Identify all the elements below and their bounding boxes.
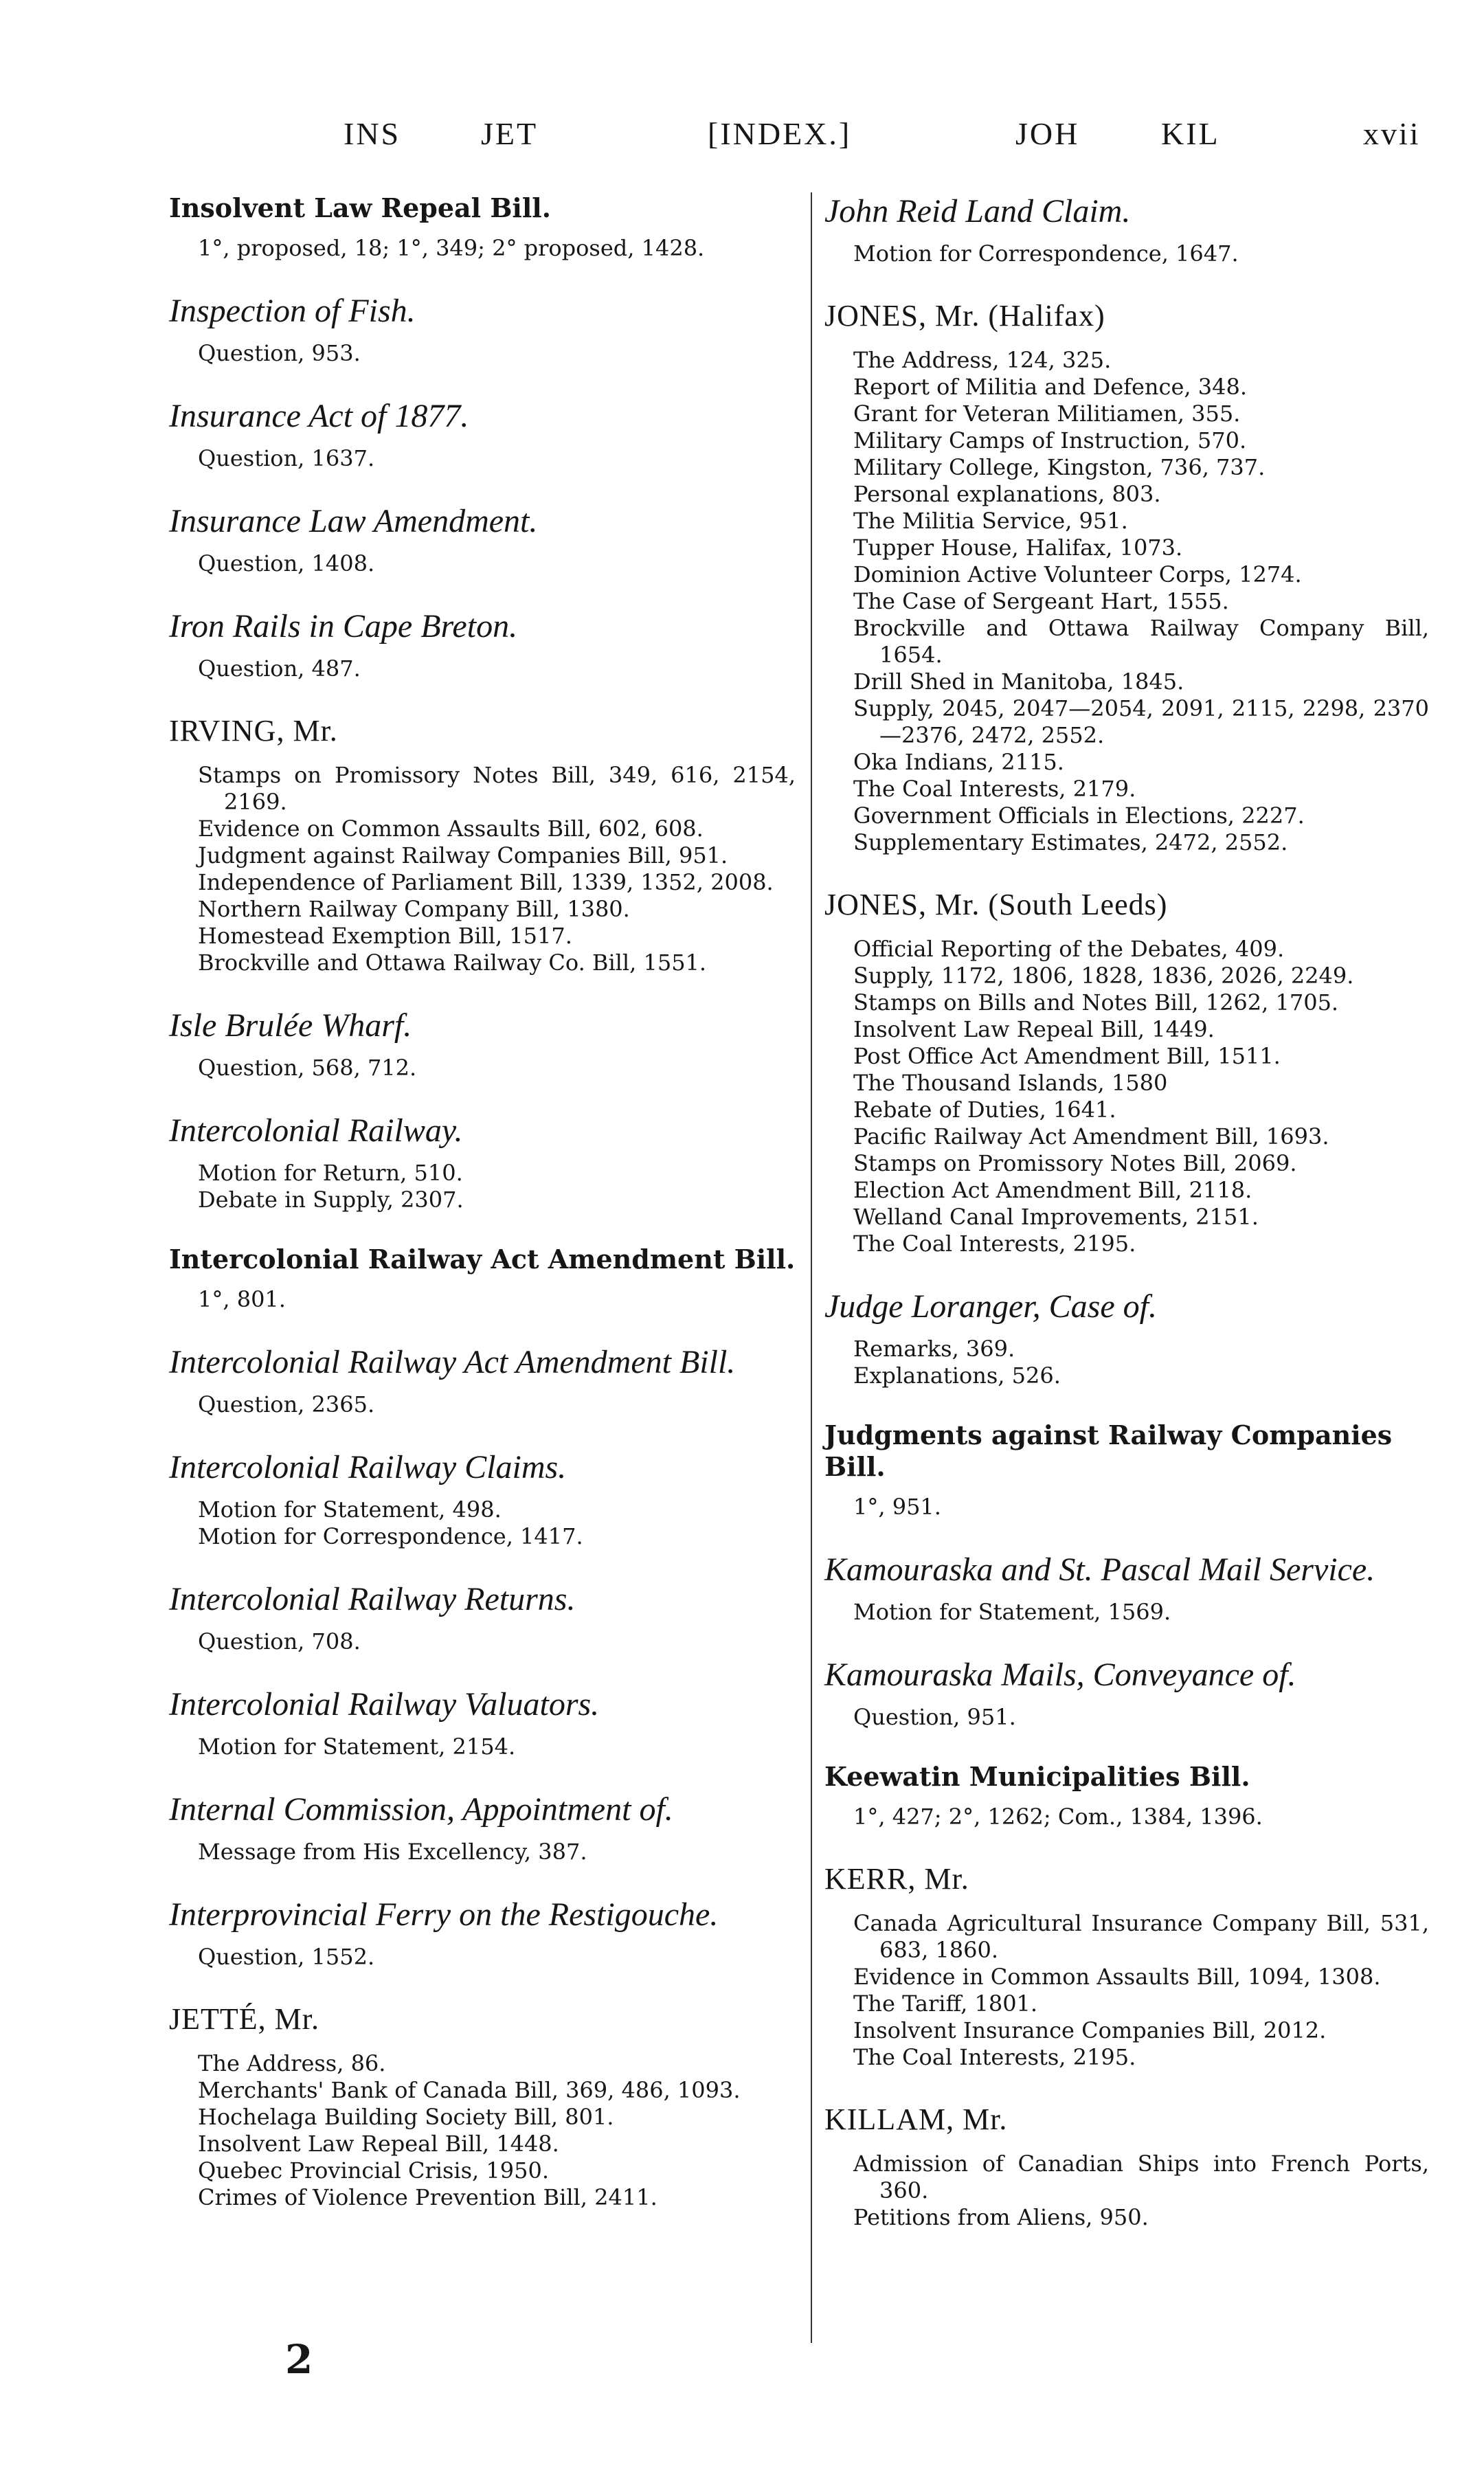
entry-heading: Intercolonial Railway. [169, 1112, 463, 1149]
entry-references [169, 340, 796, 367]
reference-line: Supplementary Estimates, 2472, 2552. [853, 829, 1288, 855]
entry-references [824, 1599, 1429, 1626]
entry-references [824, 2151, 1429, 2231]
index-entry [824, 886, 1429, 1257]
reference-line: Northern Railway Company Bill, 1380. [198, 896, 630, 922]
reference-line: Question, 1552. [198, 1944, 375, 1970]
index-entry [169, 2001, 796, 2211]
reference-line: Canada Agricultural Insurance Company Bill, 531, 683, 1860. [853, 1910, 1429, 1963]
reference-line: Stamps on Promissory Notes Bill, 349, 616, 2154, 2169. [198, 762, 796, 815]
entry-heading: Insurance Law Amendment. [169, 503, 538, 539]
index-entry [169, 1791, 796, 1865]
reference-line: Remarks, 369. [853, 1336, 1015, 1362]
reference-line: Question, 953. [198, 340, 361, 366]
reference-line: Judgment against Railway Companies Bill, 951. [198, 842, 728, 868]
entry-references [169, 1391, 796, 1418]
reference-line: Supply, 1172, 1806, 1828, 1836, 2026, 2249. [853, 963, 1354, 989]
entry-references [169, 1944, 796, 1971]
entry-heading: Inspection of Fish. [169, 293, 416, 329]
entry-references [824, 347, 1429, 856]
entry-heading: KILLAM, Mr. [824, 2102, 1008, 2136]
header-range-end-right: KIL [1161, 116, 1220, 151]
index-entry [169, 192, 796, 262]
reference-line: Evidence in Common Assaults Bill, 1094, 1308. [853, 1964, 1381, 1990]
reference-line: Motion for Statement, 2154. [198, 1734, 516, 1760]
index-entry [169, 713, 796, 976]
reference-line: The Coal Interests, 2195. [853, 2044, 1136, 2070]
entry-heading: Insurance Act of 1877. [169, 398, 469, 434]
index-entry [169, 1007, 796, 1081]
index-entry [824, 1656, 1429, 1731]
index-entry [824, 1551, 1429, 1626]
entry-heading: Internal Commission, Appointment of. [169, 1791, 673, 1828]
entry-heading: Kamouraska Mails, Conveyance of. [824, 1657, 1296, 1693]
index-column-left [169, 192, 796, 2241]
reference-line: Election Act Amendment Bill, 2118. [853, 1177, 1252, 1203]
entry-references [169, 1734, 796, 1760]
reference-line: The Coal Interests, 2179. [853, 776, 1136, 802]
reference-line: Government Officials in Elections, 2227. [853, 803, 1305, 829]
reference-line: Insolvent Law Repeal Bill, 1449. [853, 1016, 1215, 1042]
reference-line: Dominion Active Volunteer Corps, 1274. [853, 561, 1302, 587]
index-entry [169, 1448, 796, 1550]
index-entry [824, 1420, 1429, 1521]
reference-line: Independence of Parliament Bill, 1339, 1352, 2008. [198, 869, 774, 895]
entry-heading: Intercolonial Railway Valuators. [169, 1686, 600, 1723]
entry-heading: JONES, Mr. (Halifax) [824, 299, 1105, 333]
header-range-end: JET [481, 116, 539, 151]
entry-references [169, 235, 796, 262]
reference-line: The Case of Sergeant Hart, 1555. [853, 588, 1229, 614]
reference-line: Admission of Canadian Ships into French Ports, 360. [853, 2151, 1429, 2203]
reference-line: Grant for Veteran Militiamen, 355. [853, 401, 1241, 427]
reference-line: Motion for Correspondence, 1417. [198, 1523, 583, 1549]
reference-line: Question, 487. [198, 655, 361, 682]
entry-heading: Iron Rails in Cape Breton. [169, 608, 518, 644]
reference-line: Evidence on Common Assaults Bill, 602, 608. [198, 816, 704, 842]
reference-line: Brockville and Ottawa Railway Co. Bill, 1551. [198, 950, 707, 976]
reference-line: Question, 568, 712. [198, 1055, 417, 1081]
reference-line: Question, 1408. [198, 550, 375, 576]
entry-heading: John Reid Land Claim. [824, 193, 1131, 229]
index-entry [824, 1288, 1429, 1389]
reference-line: Question, 1637. [198, 445, 375, 471]
entry-heading: Kamouraska and St. Pascal Mail Service. [824, 1551, 1375, 1588]
entry-heading: Judgments against Railway Companies Bill. [824, 1420, 1393, 1482]
index-entry [824, 192, 1429, 267]
reference-line: Pacific Railway Act Amendment Bill, 1693. [853, 1123, 1329, 1149]
reference-line: 1°, proposed, 18; 1°, 349; 2° proposed, 1428. [198, 235, 705, 261]
entry-references [169, 762, 796, 976]
reference-line: Motion for Return, 510. [198, 1160, 463, 1186]
reference-line: The Militia Service, 951. [853, 508, 1128, 534]
reference-line: The Tariff, 1801. [853, 1990, 1038, 2017]
index-entry [169, 607, 796, 682]
reference-line: Military Camps of Instruction, 570. [853, 427, 1247, 453]
index-entry [824, 1761, 1429, 1830]
reference-line: Crimes of Violence Prevention Bill, 2411. [198, 2184, 657, 2210]
entry-references [169, 2050, 796, 2211]
reference-line: Military College, Kingston, 736, 737. [853, 454, 1266, 480]
reference-line: Petitions from Aliens, 950. [853, 2204, 1149, 2230]
index-entry [824, 298, 1429, 856]
reference-line: Motion for Correspondence, 1647. [853, 240, 1239, 267]
index-entry [169, 502, 796, 577]
reference-line: Oka Indians, 2115. [853, 749, 1064, 775]
reference-line: Post Office Act Amendment Bill, 1511. [853, 1043, 1281, 1069]
entry-references [169, 1160, 796, 1213]
reference-line: Debate in Supply, 2307. [198, 1187, 464, 1213]
reference-line: Question, 951. [853, 1704, 1016, 1730]
entry-references [824, 1336, 1429, 1389]
entry-heading: Intercolonial Railway Act Amendment Bill. [169, 1244, 796, 1275]
index-entry [169, 1343, 796, 1418]
reference-line: Supply, 2045, 2047—2054, 2091, 2115, 2298, 2370—2376, 2472, 2552. [853, 695, 1429, 748]
reference-line: Motion for Statement, 498. [198, 1496, 502, 1523]
index-entry [824, 2101, 1429, 2231]
reference-line: Question, 708. [198, 1628, 361, 1655]
index-entry [169, 1580, 796, 1655]
reference-line: The Coal Interests, 2195. [853, 1231, 1136, 1257]
signature-mark: 2 [285, 2336, 313, 2383]
entry-references [824, 1804, 1429, 1830]
index-entry [169, 292, 796, 367]
entry-heading: Isle Brulée Wharf. [169, 1007, 412, 1044]
index-entry [169, 397, 796, 472]
entry-heading: JETTÉ, Mr. [169, 2002, 319, 2036]
index-entry [169, 1685, 796, 1760]
entry-heading: Intercolonial Railway Claims. [169, 1449, 567, 1485]
reference-line: 1°, 801. [198, 1286, 286, 1312]
entry-references [824, 1910, 1429, 2071]
reference-line: Brockville and Ottawa Railway Company Bill, 1654. [853, 615, 1429, 668]
entry-heading: IRVING, Mr. [169, 714, 338, 748]
reference-line: The Thousand Islands, 1580 [853, 1070, 1168, 1096]
entry-heading: KERR, Mr. [824, 1862, 969, 1896]
column-divider [811, 192, 812, 2343]
entry-references [824, 936, 1429, 1257]
entry-references [169, 655, 796, 682]
entry-heading: Intercolonial Railway Returns. [169, 1581, 576, 1617]
reference-line: Stamps on Promissory Notes Bill, 2069. [853, 1150, 1297, 1176]
reference-line: Welland Canal Improvements, 2151. [853, 1204, 1259, 1230]
entry-references [824, 1494, 1429, 1521]
index-entry [824, 1861, 1429, 2071]
page-number: xvii [1363, 116, 1421, 151]
entry-references [169, 1286, 796, 1313]
entry-references [169, 1628, 796, 1655]
header-index-label: [INDEX.] [708, 116, 852, 151]
entry-heading: Judge Loranger, Case of. [824, 1288, 1157, 1325]
index-column-right [824, 192, 1429, 2261]
reference-line: Explanations, 526. [853, 1362, 1061, 1389]
reference-line: Question, 2365. [198, 1391, 375, 1417]
reference-line: The Address, 86. [198, 2050, 386, 2076]
entry-heading: Interprovincial Ferry on the Restigouche. [169, 1896, 719, 1933]
entry-references [169, 550, 796, 577]
reference-line: Insolvent Insurance Companies Bill, 2012. [853, 2017, 1327, 2043]
reference-line: Rebate of Duties, 1641. [853, 1097, 1116, 1123]
reference-line: 1°, 951. [853, 1494, 941, 1520]
reference-line: Hochelaga Building Society Bill, 801. [198, 2104, 614, 2130]
entry-references [169, 1839, 796, 1865]
reference-line: The Address, 124, 325. [853, 347, 1112, 373]
entry-heading: Keewatin Municipalities Bill. [824, 1761, 1250, 1792]
reference-line: Motion for Statement, 1569. [853, 1599, 1171, 1625]
reference-line: Drill Shed in Manitoba, 1845. [853, 669, 1184, 695]
reference-line: Stamps on Bills and Notes Bill, 1262, 1705. [853, 989, 1339, 1016]
entry-heading: JONES, Mr. (South Leeds) [824, 888, 1168, 921]
entry-references [824, 1704, 1429, 1731]
reference-line: 1°, 427; 2°, 1262; Com., 1384, 1396. [853, 1804, 1263, 1830]
reference-line: Insolvent Law Repeal Bill, 1448. [198, 2131, 559, 2157]
header-range-start: INS [344, 116, 401, 151]
entry-references [169, 1055, 796, 1081]
reference-line: Quebec Provincial Crisis, 1950. [198, 2157, 549, 2184]
reference-line: Official Reporting of the Debates, 409. [853, 936, 1285, 962]
index-entry [169, 1112, 796, 1213]
index-entry [169, 1244, 796, 1313]
entry-references [824, 240, 1429, 267]
entry-references [169, 1496, 796, 1550]
reference-line: Merchants' Bank of Canada Bill, 369, 486, 1093. [198, 2077, 741, 2103]
reference-line: Tupper House, Halifax, 1073. [853, 535, 1183, 561]
reference-line: Personal explanations, 803. [853, 481, 1161, 507]
index-entry [169, 1896, 796, 1971]
entry-heading: Insolvent Law Repeal Bill. [169, 192, 551, 223]
reference-line: Homestead Exemption Bill, 1517. [198, 923, 572, 949]
header-range-start-right: JOH [1015, 116, 1080, 151]
reference-line: Report of Militia and Defence, 348. [853, 374, 1247, 400]
entry-heading: Intercolonial Railway Act Amendment Bill. [169, 1344, 736, 1380]
reference-line: Message from His Excellency, 387. [198, 1839, 587, 1865]
entry-references [169, 445, 796, 472]
